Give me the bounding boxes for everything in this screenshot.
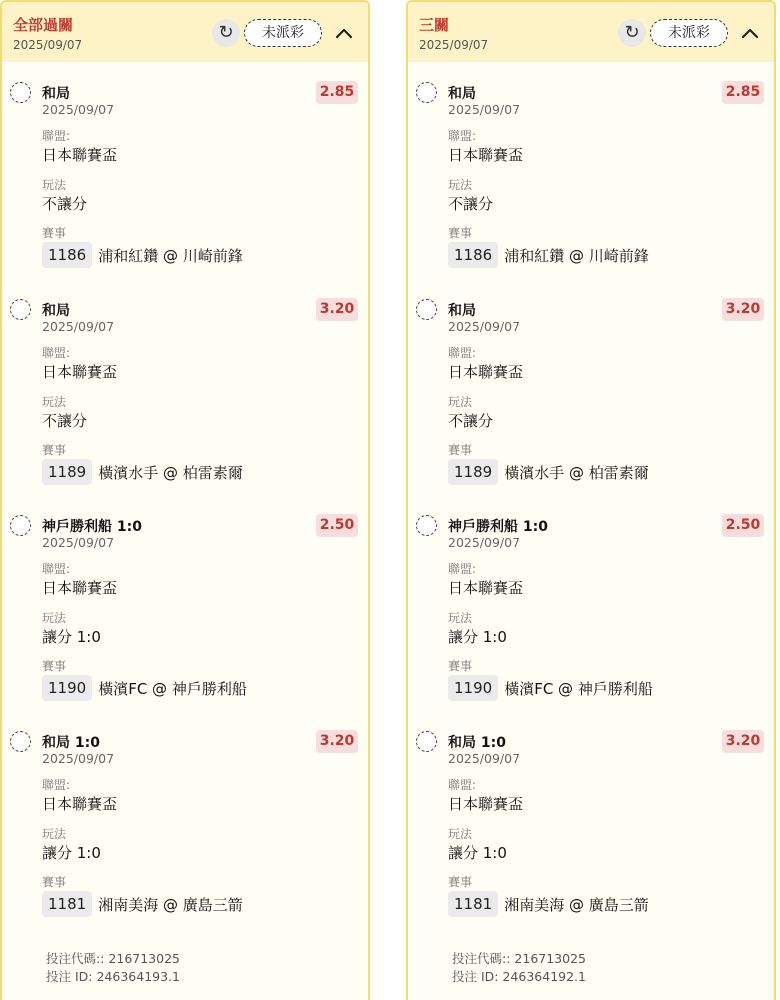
bet-date: 2025/09/07 — [419, 38, 489, 52]
odds-badge: 2.85 — [722, 81, 764, 104]
refresh-icon[interactable]: ↻ — [618, 19, 646, 47]
bet-type-title: 全部過關 — [13, 16, 74, 34]
match-label: 賽事 — [448, 659, 473, 673]
bet-leg — [2, 82, 368, 282]
bet-id-value: 246364192.1 — [502, 969, 586, 984]
match-number: 1186 — [42, 242, 92, 268]
bet-leg — [2, 731, 368, 931]
league-value: 日本聯賽盃 — [448, 579, 524, 597]
leg-date: 2025/09/07 — [448, 319, 521, 334]
bet-leg — [408, 515, 774, 715]
odds-badge: 3.20 — [316, 730, 358, 753]
play-value: 不讓分 — [42, 195, 88, 213]
bet-id-line — [452, 968, 586, 986]
match-number: 1190 — [42, 675, 92, 701]
odds-badge: 3.20 — [722, 298, 764, 321]
radio-unchecked-icon[interactable] — [416, 82, 437, 103]
play-label: 玩法 — [42, 178, 67, 192]
play-value: 讓分 1:0 — [448, 628, 507, 646]
league-value: 日本聯賽盃 — [448, 795, 524, 813]
bet-code-label: 投注代碼:: — [46, 951, 105, 966]
selection-name: 神戶勝利船 1:0 — [448, 519, 548, 535]
match-teams: 橫濱水手 @ 柏雷素爾 — [98, 463, 243, 482]
match-number: 1181 — [42, 891, 92, 917]
league-label: 聯盟: — [448, 346, 477, 360]
bet-id-line — [46, 968, 180, 986]
play-label: 玩法 — [42, 827, 67, 841]
match-row — [448, 675, 653, 701]
bet-footer — [452, 950, 586, 986]
leg-date: 2025/09/07 — [42, 751, 115, 766]
panel-header — [408, 2, 774, 62]
selection-name: 神戶勝利船 1:0 — [42, 519, 142, 535]
odds-badge: 2.50 — [316, 514, 358, 537]
radio-unchecked-icon[interactable] — [416, 299, 437, 320]
selection-name: 和局 1:0 — [448, 735, 506, 751]
bet-id-label: 投注 ID: — [452, 969, 499, 984]
leg-date: 2025/09/07 — [448, 102, 521, 117]
league-label: 聯盟: — [42, 346, 71, 360]
radio-unchecked-icon[interactable] — [416, 731, 437, 752]
bet-date: 2025/09/07 — [13, 38, 83, 52]
bet-code-value: 216713025 — [514, 951, 586, 966]
radio-unchecked-icon[interactable] — [10, 82, 31, 103]
leg-date: 2025/09/07 — [42, 102, 115, 117]
selection-name: 和局 — [42, 86, 70, 102]
match-label: 賽事 — [448, 226, 473, 240]
play-value: 讓分 1:0 — [448, 844, 507, 862]
match-label: 賽事 — [42, 875, 67, 889]
match-number: 1181 — [448, 891, 498, 917]
league-value: 日本聯賽盃 — [42, 795, 118, 813]
bet-code-value: 216713025 — [108, 951, 180, 966]
odds-badge: 3.20 — [316, 298, 358, 321]
match-number: 1186 — [448, 242, 498, 268]
play-label: 玩法 — [42, 395, 67, 409]
match-row — [448, 891, 649, 917]
bet-code-line — [452, 950, 586, 968]
match-row — [448, 459, 649, 485]
status-badge[interactable]: 未派彩 — [244, 19, 322, 47]
refresh-icon[interactable]: ↻ — [212, 19, 240, 47]
match-row — [448, 242, 649, 268]
play-label: 玩法 — [448, 611, 473, 625]
play-value: 不讓分 — [448, 195, 494, 213]
match-teams: 湘南美海 @ 廣島三箭 — [504, 895, 649, 914]
match-teams: 橫濱水手 @ 柏雷素爾 — [504, 463, 649, 482]
status-badge[interactable]: 未派彩 — [650, 19, 728, 47]
bet-code-label: 投注代碼:: — [452, 951, 511, 966]
match-number: 1190 — [448, 675, 498, 701]
chevron-up-icon[interactable] — [738, 22, 762, 46]
radio-unchecked-icon[interactable] — [10, 515, 31, 536]
selection-name: 和局 1:0 — [42, 735, 100, 751]
league-label: 聯盟: — [42, 562, 71, 576]
bet-leg — [408, 731, 774, 931]
play-value: 不讓分 — [448, 412, 494, 430]
bet-id-value: 246364193.1 — [96, 969, 180, 984]
selection-name: 和局 — [448, 86, 476, 102]
match-row — [42, 459, 243, 485]
match-row — [42, 675, 247, 701]
match-teams: 橫濱FC @ 神戶勝利船 — [98, 679, 247, 698]
bet-leg — [408, 299, 774, 499]
match-teams: 橫濱FC @ 神戶勝利船 — [504, 679, 653, 698]
selection-name: 和局 — [448, 303, 476, 319]
leg-date: 2025/09/07 — [42, 319, 115, 334]
bet-type-title: 三關 — [419, 16, 450, 34]
match-label: 賽事 — [448, 443, 473, 457]
play-label: 玩法 — [448, 395, 473, 409]
match-number: 1189 — [448, 459, 498, 485]
leg-date: 2025/09/07 — [42, 535, 115, 550]
radio-unchecked-icon[interactable] — [10, 299, 31, 320]
play-value: 不讓分 — [42, 412, 88, 430]
match-teams: 浦和紅鑽 @ 川崎前鋒 — [98, 246, 243, 265]
odds-badge: 2.50 — [722, 514, 764, 537]
match-row — [42, 891, 243, 917]
league-value: 日本聯賽盃 — [448, 146, 524, 164]
selection-name: 和局 — [42, 303, 70, 319]
play-label: 玩法 — [42, 611, 67, 625]
match-label: 賽事 — [448, 875, 473, 889]
panel-header — [2, 2, 368, 62]
bet-slip-panel — [406, 0, 776, 1000]
play-label: 玩法 — [448, 827, 473, 841]
match-label: 賽事 — [42, 659, 67, 673]
chevron-up-icon[interactable] — [332, 22, 356, 46]
bet-footer — [46, 950, 180, 986]
league-label: 聯盟: — [42, 778, 71, 792]
league-label: 聯盟: — [42, 129, 71, 143]
bet-leg — [2, 299, 368, 499]
match-label: 賽事 — [42, 226, 67, 240]
play-value: 讓分 1:0 — [42, 844, 101, 862]
match-number: 1189 — [42, 459, 92, 485]
bet-code-line — [46, 950, 180, 968]
odds-badge: 3.20 — [722, 730, 764, 753]
league-label: 聯盟: — [448, 778, 477, 792]
bet-leg — [408, 82, 774, 282]
match-teams: 湘南美海 @ 廣島三箭 — [98, 895, 243, 914]
bet-leg — [2, 515, 368, 715]
play-value: 讓分 1:0 — [42, 628, 101, 646]
bet-slip-panel — [0, 0, 370, 1000]
leg-date: 2025/09/07 — [448, 751, 521, 766]
play-label: 玩法 — [448, 178, 473, 192]
league-label: 聯盟: — [448, 129, 477, 143]
match-label: 賽事 — [42, 443, 67, 457]
leg-date: 2025/09/07 — [448, 535, 521, 550]
league-value: 日本聯賽盃 — [42, 146, 118, 164]
league-label: 聯盟: — [448, 562, 477, 576]
bet-id-label: 投注 ID: — [46, 969, 93, 984]
odds-badge: 2.85 — [316, 81, 358, 104]
match-teams: 浦和紅鑽 @ 川崎前鋒 — [504, 246, 649, 265]
league-value: 日本聯賽盃 — [42, 363, 118, 381]
league-value: 日本聯賽盃 — [448, 363, 524, 381]
match-row — [42, 242, 243, 268]
radio-unchecked-icon[interactable] — [416, 515, 437, 536]
league-value: 日本聯賽盃 — [42, 579, 118, 597]
radio-unchecked-icon[interactable] — [10, 731, 31, 752]
